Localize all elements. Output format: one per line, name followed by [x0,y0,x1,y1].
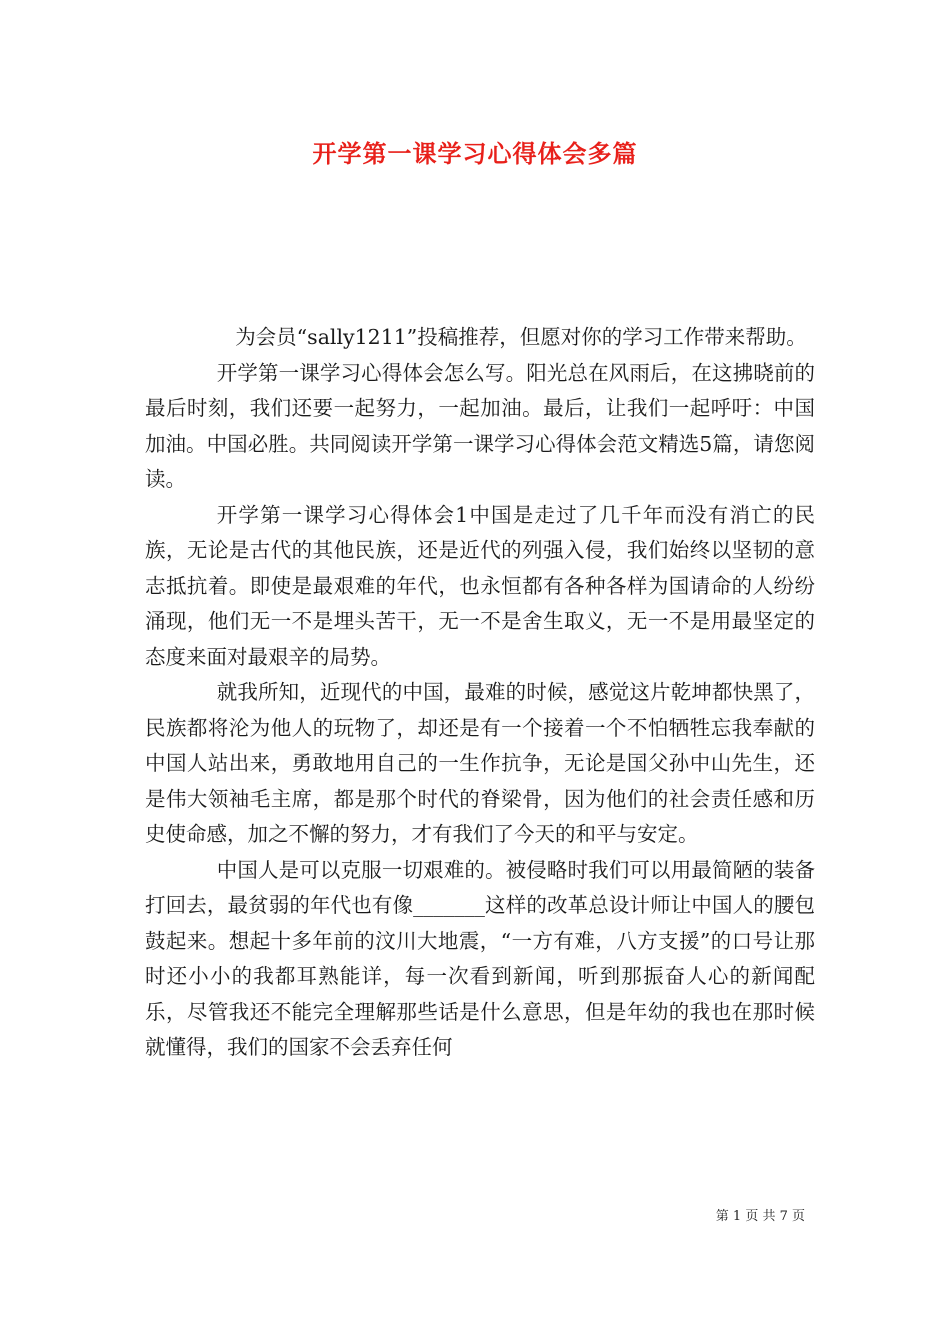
paragraph-4: 就我所知，近现代的中国，最难的时候，感觉这片乾坤都快黑了，民族都将沦为他人的玩物了，却还是有一个接着一个不怕牺牲忘我奉献的中国人站出来，勇敢地用自己的一生作抗争，无论是国父孙中山先生，还是伟大领袖毛主席，都是那个时代的脊梁骨，因为他们的社会责任感和历史使命感，加之不懈的努力，才有我们了今天的和平与安定。 [145,680,815,846]
paragraph-2: 开学第一课学习心得体会怎么写。阳光总在风雨后，在这拂晓前的最后时刻，我们还要一起努力，一起加油。最后，让我们一起呼吁：中国加油。中国必胜。共同阅读开学第一课学习心得体会范文精选5篇，请您阅读。 [145,360,815,491]
paragraph-5: 中国人是可以克服一切艰难的。被侵略时我们可以用最简陋的装备打回去，最贫弱的年代也有像_______这样的改革总设计师让中国人的腰包鼓起来。想起十多年前的汶川大地震，“一方有难，八方支援”的口号让那时还小小的我都耳熟能详，每一次看到新闻，听到那振奋人心的新闻配乐，尽管我还不能完全理解那些话是什么意思，但是年幼的我也在那时候就懂得，我们的国家不会丢弃任何 [145,857,815,1059]
page-number-footer: 第 1 页 共 7 页 [715,1209,805,1224]
paragraph-1: 为会员“sally1211”投稿推荐，但愿对你的学习工作带来帮助。 [235,325,807,349]
document-title: 开学第一课学习心得体会多篇 [312,139,638,168]
document-body [145,320,815,1066]
paragraph-3: 开学第一课学习心得体会1中国是走过了几千年而没有消亡的民族，无论是古代的其他民族，还是近代的列强入侵，我们始终以坚韧的意志抵抗着。即使是最艰难的年代，也永恒都有各种各样为国请命的人纷纷涌现，他们无一不是埋头苦干，无一不是舍生取义，无一不是用最坚定的态度来面对最艰辛的局势。 [145,502,815,669]
